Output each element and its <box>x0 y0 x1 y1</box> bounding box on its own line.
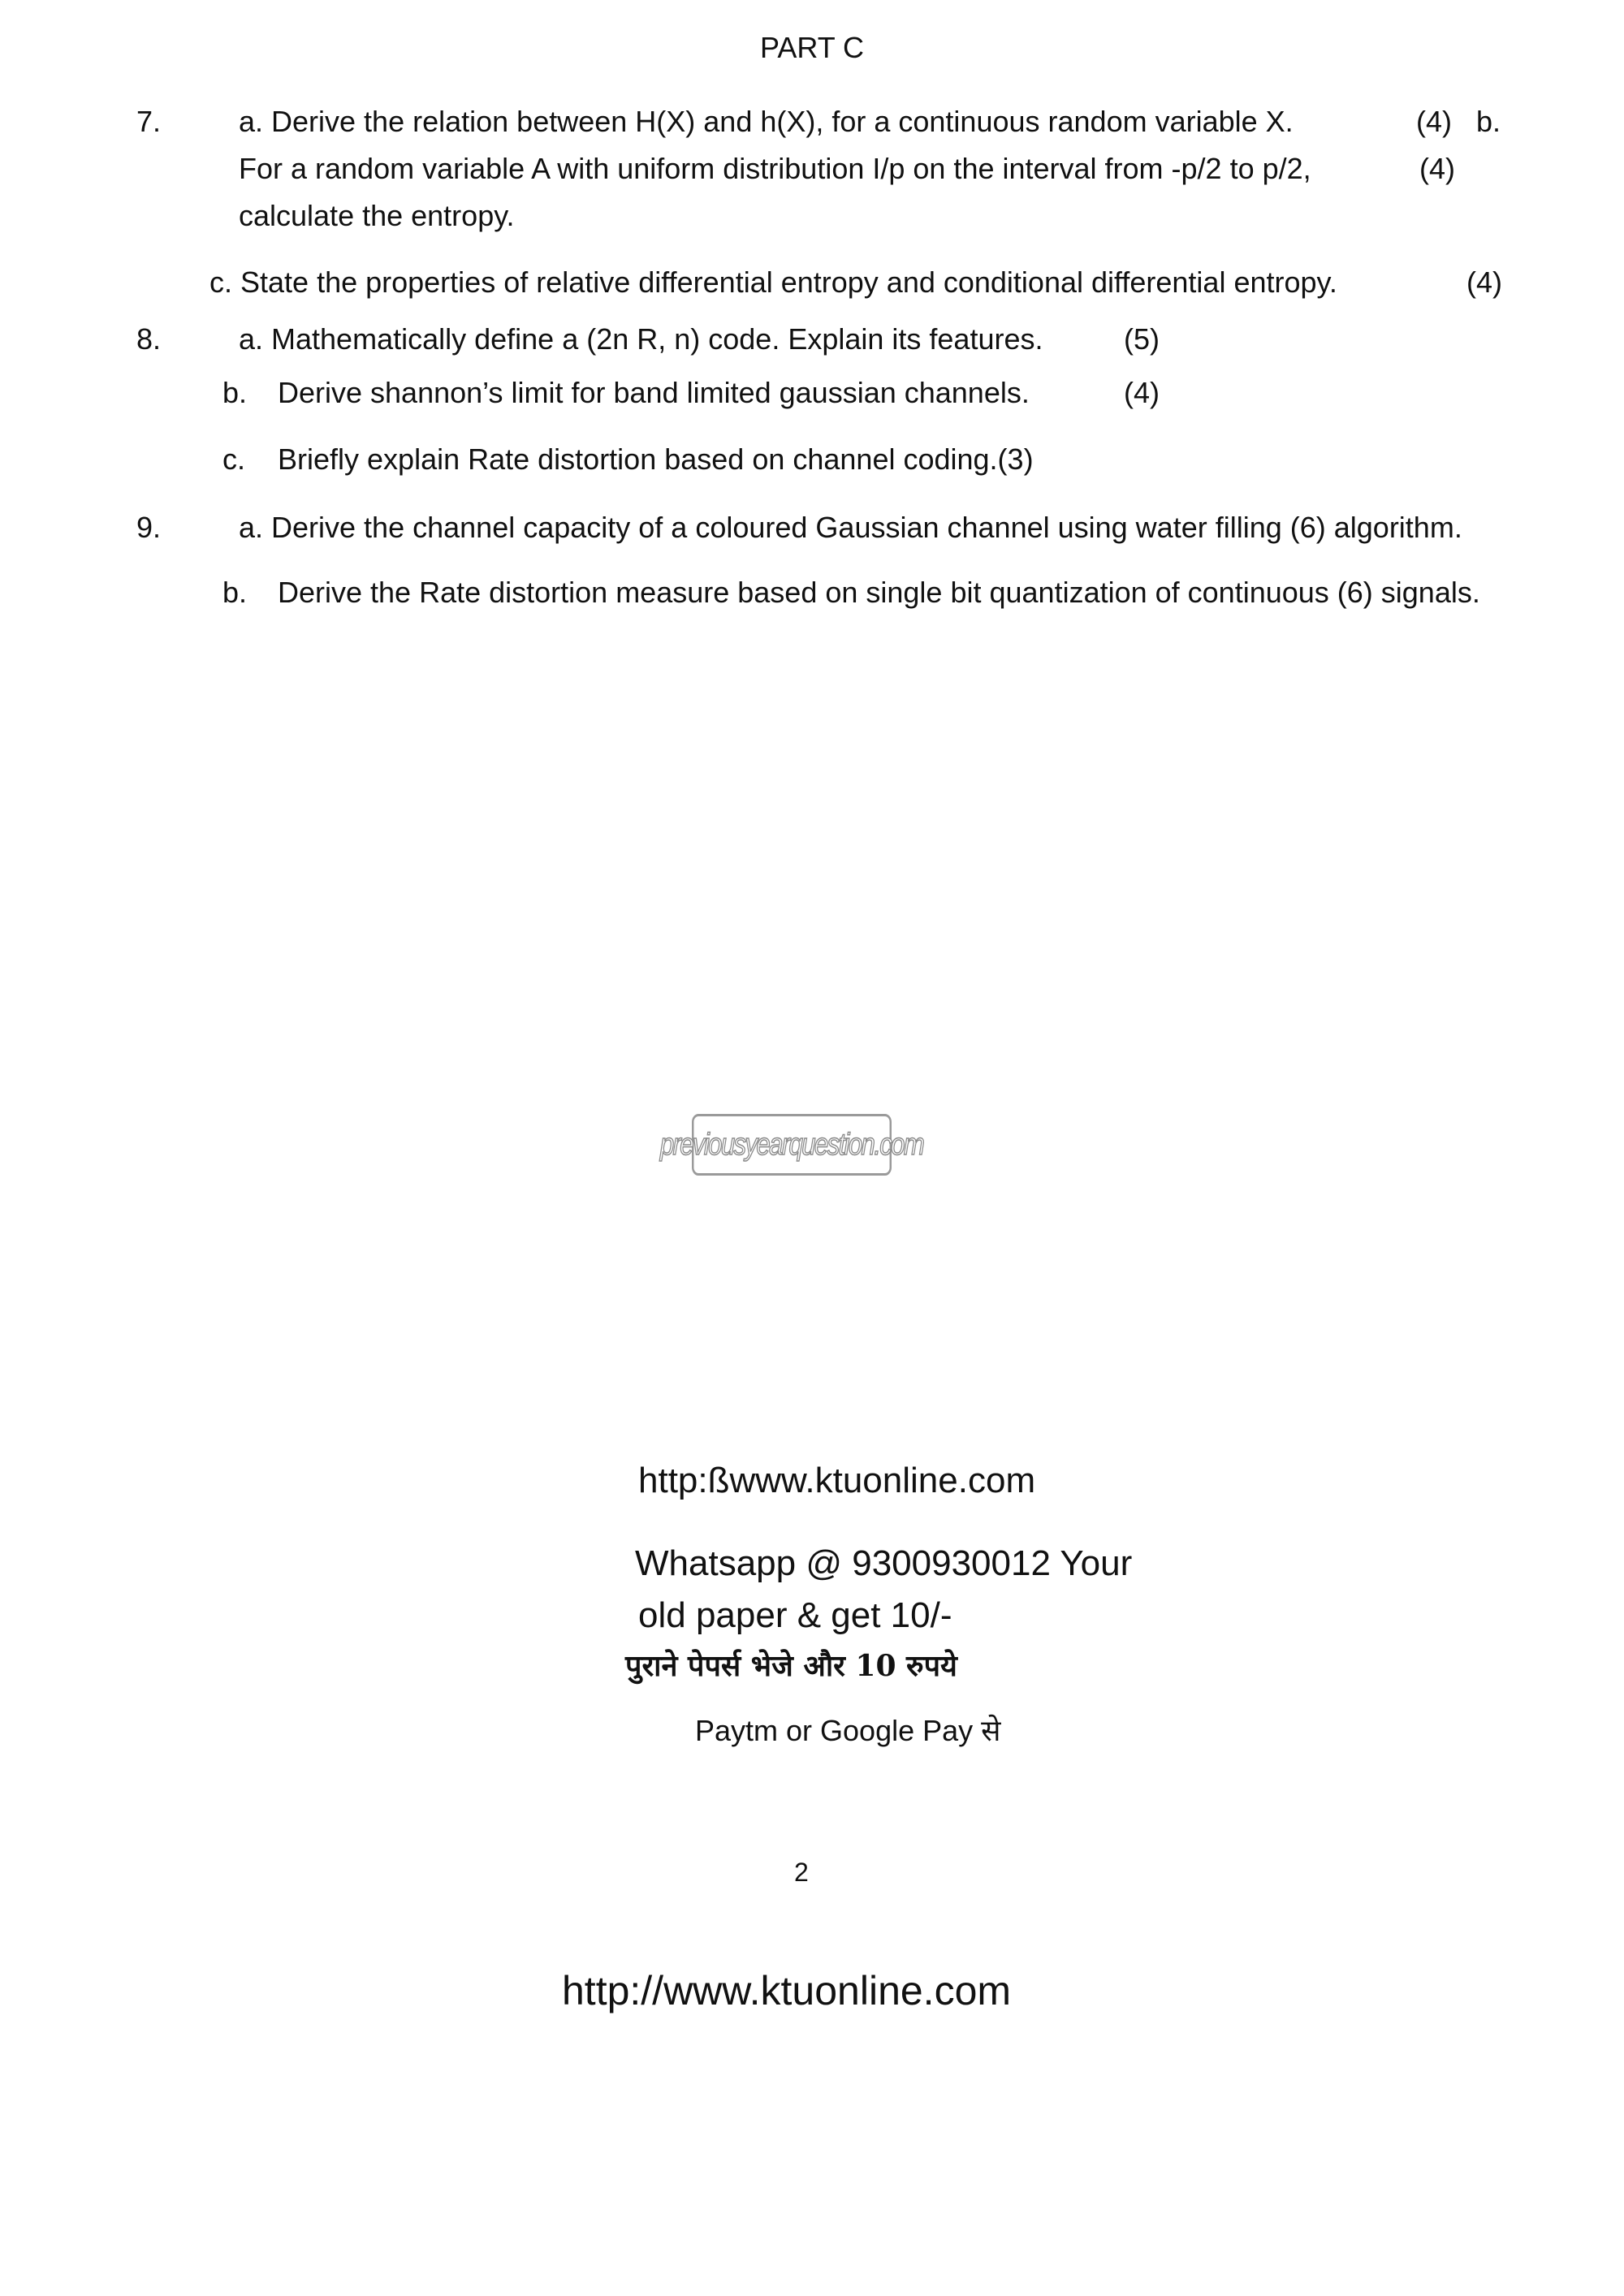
question-7b-marks: (4) <box>1419 152 1455 185</box>
watermark-stamp <box>659 1114 924 1176</box>
footer-url: http://www.ktuonline.com <box>562 1968 1012 2013</box>
question-7a-text: a. Derive the relation between H(X) and h(X), for a continuous random variable X. <box>239 105 1294 138</box>
question-7b-text-line2: calculate the entropy. <box>239 199 515 232</box>
question-7b-text-line1: For a random variable A with uniform distribution I/p on the interval from -p/2 to p/2, <box>239 152 1311 185</box>
promo-paytm-line: Paytm or Google Pay से <box>695 1714 1001 1747</box>
page-number: 2 <box>794 1858 809 1887</box>
question-8b-label: b. <box>222 376 248 409</box>
question-8a-text: a. Mathematically define a (2n R, n) code. Explain its features. <box>239 322 1043 356</box>
promo-old-paper-line: old paper & get 10/- <box>638 1595 952 1635</box>
question-number-9: 9. <box>136 511 162 544</box>
question-8b-text: Derive shannon’s limit for band limited gaussian channels. <box>278 376 1030 409</box>
question-8c-label: c. <box>222 442 246 476</box>
question-number-7: 7. <box>136 105 162 138</box>
promo-hindi-line: पुराने पेपर्स भेजे और 10 रुपये <box>625 1649 957 1683</box>
question-8b-marks: (4) <box>1124 376 1160 409</box>
question-8c-text: Briefly explain Rate distortion based on channel coding.(3) <box>278 442 1034 476</box>
question-9b-label: b. <box>222 576 248 609</box>
part-title: PART C <box>760 31 865 64</box>
question-7b-label: b. <box>1476 105 1501 138</box>
promo-url: http:ßwww.ktuonline.com <box>638 1461 1036 1500</box>
question-8a-marks: (5) <box>1124 322 1160 356</box>
question-9b-text: Derive the Rate distortion measure based on single bit quantization of continuous (6) signals. <box>278 576 1480 609</box>
question-number-8: 8. <box>136 322 162 356</box>
promo-whatsapp-line: Whatsapp @ 9300930012 Your <box>635 1543 1133 1583</box>
question-7c-text: c. State the properties of relative differential entropy and conditional differential entropy. <box>209 265 1337 299</box>
watermark-text: previousyearquestion.com <box>659 1127 924 1162</box>
question-9a-text: a. Derive the channel capacity of a coloured Gaussian channel using water filling (6) algorithm. <box>239 511 1462 544</box>
question-7a-marks: (4) <box>1416 105 1452 138</box>
question-7c-marks: (4) <box>1466 265 1502 299</box>
